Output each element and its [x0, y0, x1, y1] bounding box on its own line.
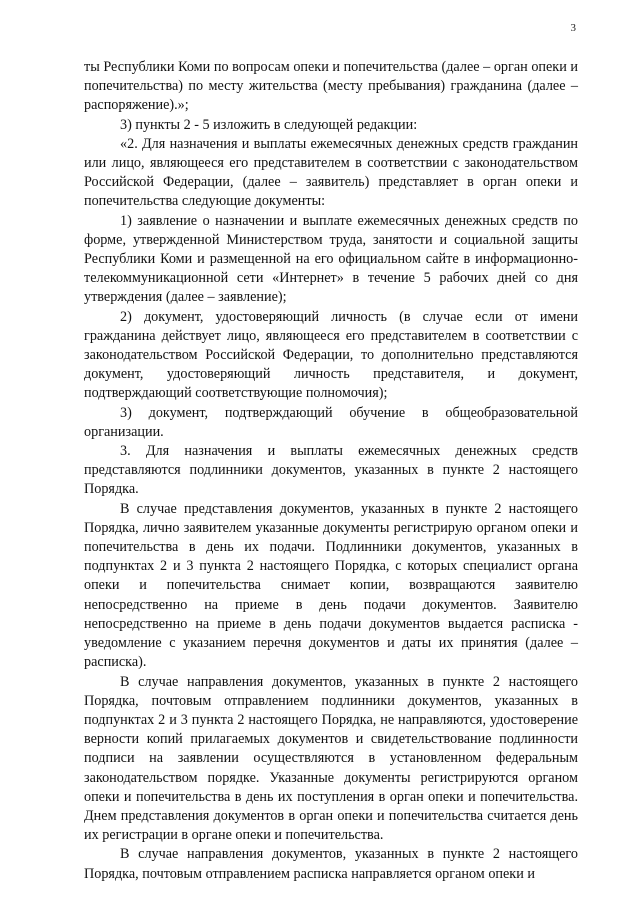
paragraph: 3) пункты 2 - 5 изложить в следующей редакции: — [120, 116, 418, 133]
paragraph: 2) документ, удостоверяющий личность (в случае если от имени гражданина действует лицо, являющееся его представителем в соответствии с законодательством Российской Федерации, то дополнительно представляются документ, удостоверяющий личность представителя, и документ, подтверждающий соответствующие полномочия); — [84, 308, 578, 402]
paragraph: 3. Для назначения и выплаты ежемесячных денежных средств представляются подлинники документов, указанных в пункте 2 настоящего Порядка. — [84, 443, 578, 498]
paragraph: В случае направления документов, указанных в пункте 2 настоящего Порядка, почтовым отправлением подлинники документов, указанных в подпунктах 2 и 3 пункта 2 настоящего Порядка, не направляются, удостоверение верности копий прилагаемых документов и свидетельствование подлинности подписи на заявлении осуществляются в установленном федеральным законодательством порядке. Указанные документы регистрируются органом опеки и попечительства в день их поступления в орган опеки и попечительства. Днем представления документов в орган опеки и попечительства считается день их регистрации в органе опеки и попечительства. — [84, 673, 578, 844]
paragraph: «2. Для назначения и выплаты ежемесячных денежных средств гражданин или лицо, являющееся его представителем в соответствии с законодательством Российской Федерации, (далее – заявитель) представляет в орган опеки и попечительства следующие документы: — [84, 135, 578, 210]
paragraph: В случае представления документов, указанных в пункте 2 настоящего Порядка, лично заявителем указанные документы регистрирую органом опеки и попечительства в день их подачи. Подлинники документов, указанных в подпунктах 2 и 3 пункта 2 настоящего Порядка, с которых специалист органа опеки и попечительства снимает копии, возвращаются заявителю непосредственно на приеме в день подачи документов. Заявителю непосредственно на приеме в день подачи документов выдается расписка - уведомление с указанием перечня документов и даты их принятия (далее – расписка). — [84, 500, 578, 671]
paragraph: ты Республики Коми по вопросам опеки и попечительства (далее – орган опеки и попечительства) по месту жительства (месту пребывания) гражданина (далее – распоряжение).»; — [84, 59, 578, 114]
paragraph: В случае направления документов, указанных в пункте 2 настоящего Порядка, почтовым отправлением расписка направляется органом опеки и — [84, 846, 578, 882]
page-number: 3 — [570, 22, 576, 34]
paragraph: 1) заявление о назначении и выплате ежемесячных денежных средств по форме, утвержденной Министерством труда, занятости и социальной защиты Республики Коми и размещенной на его официальном сайте в информационно-телекоммуникационной сети «Интернет» в течение 5 рабочих дней со дня утверждения (далее – заявление); — [84, 212, 578, 306]
document-body — [84, 58, 578, 884]
paragraph: 3) документ, подтверждающий обучение в общеобразовательной организации. — [84, 404, 578, 440]
